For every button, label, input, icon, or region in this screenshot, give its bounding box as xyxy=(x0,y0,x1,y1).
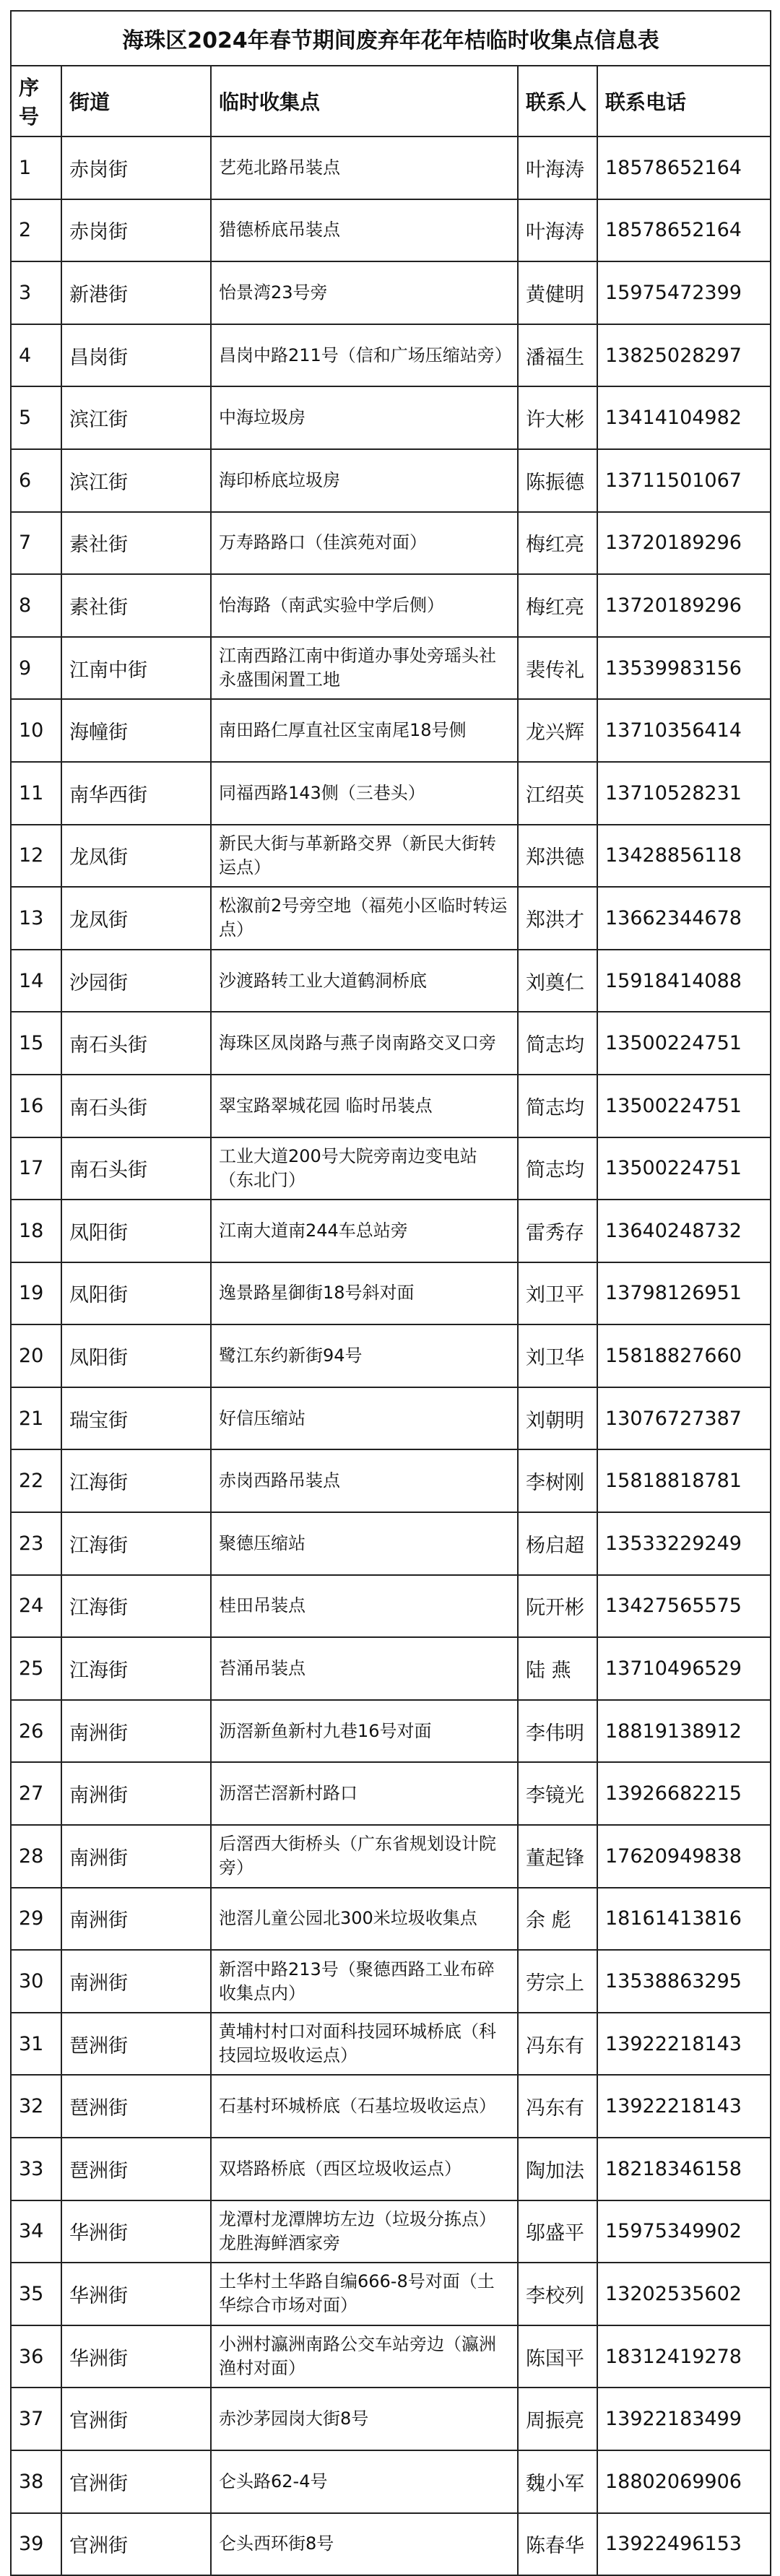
cell-street: 凤阳街 xyxy=(61,1200,211,1262)
cell-street: 龙凤街 xyxy=(61,825,211,888)
table-row xyxy=(11,1825,771,1888)
table-row xyxy=(11,324,771,387)
cell-location: 江南西路江南中街道办事处旁瑶头社永盛围闲置工地 xyxy=(211,637,518,700)
cell-street: 龙凤街 xyxy=(61,887,211,950)
cell-location: 新民大街与革新路交界（新民大街转运点） xyxy=(211,825,518,888)
cell-phone: 17620949838 xyxy=(597,1825,771,1888)
cell-street: 素社街 xyxy=(61,512,211,575)
cell-contact: 刘奠仁 xyxy=(518,950,597,1012)
table-row xyxy=(11,887,771,950)
cell-phone: 13539983156 xyxy=(597,637,771,700)
cell-contact: 梅红亮 xyxy=(518,574,597,637)
cell-contact: 刘卫华 xyxy=(518,1324,597,1387)
table-row xyxy=(11,1888,771,1951)
cell-location: 江南大道南244车总站旁 xyxy=(211,1200,518,1262)
cell-street: 沙园街 xyxy=(61,950,211,1012)
cell-contact: 许大彬 xyxy=(518,386,597,449)
table-row xyxy=(11,2450,771,2513)
cell-index: 10 xyxy=(11,699,61,762)
cell-street: 滨江街 xyxy=(61,386,211,449)
info-table-sheet xyxy=(10,10,770,2576)
cell-location: 小洲村瀛洲南路公交车站旁边（瀛洲渔村对面） xyxy=(211,2325,518,2388)
cell-location: 海珠区凤岗路与燕子岗南路交叉口旁 xyxy=(211,1012,518,1075)
cell-location: 苔涌吊装点 xyxy=(211,1637,518,1700)
cell-location: 沥滘新鱼新村九巷16号对面 xyxy=(211,1700,518,1763)
cell-contact: 刘朝明 xyxy=(518,1387,597,1450)
cell-contact: 李树刚 xyxy=(518,1449,597,1512)
cell-phone: 15975472399 xyxy=(597,261,771,324)
cell-location: 桂田吊装点 xyxy=(211,1575,518,1638)
table-title: 海珠区2024年春节期间废弃年花年桔临时收集点信息表 xyxy=(11,11,771,66)
cell-phone: 13720189296 xyxy=(597,512,771,575)
cell-phone: 13798126951 xyxy=(597,1262,771,1325)
cell-location: 沙渡路转工业大道鹤洞桥底 xyxy=(211,950,518,1012)
cell-phone: 13662344678 xyxy=(597,887,771,950)
cell-contact: 简志均 xyxy=(518,1075,597,1137)
cell-contact: 陈振德 xyxy=(518,449,597,512)
header-location: 临时收集点 xyxy=(211,66,518,136)
cell-index: 25 xyxy=(11,1637,61,1700)
cell-index: 12 xyxy=(11,825,61,888)
table-row xyxy=(11,449,771,512)
cell-phone: 13500224751 xyxy=(597,1137,771,1200)
cell-location: 怡景湾23号旁 xyxy=(211,261,518,324)
cell-phone: 18578652164 xyxy=(597,199,771,262)
cell-street: 赤岗街 xyxy=(61,199,211,262)
table-row xyxy=(11,1387,771,1450)
cell-street: 赤岗街 xyxy=(61,136,211,199)
table-row xyxy=(11,2263,771,2325)
cell-street: 南洲街 xyxy=(61,1762,211,1825)
cell-location: 新滘中路213号（聚德西路工业布碎收集点内） xyxy=(211,1950,518,2013)
table-row xyxy=(11,1637,771,1700)
cell-location: 好信压缩站 xyxy=(211,1387,518,1450)
header-street: 街道 xyxy=(61,66,211,136)
table-row xyxy=(11,136,771,199)
cell-contact: 江绍英 xyxy=(518,762,597,825)
cell-street: 南华西街 xyxy=(61,762,211,825)
cell-street: 南洲街 xyxy=(61,1825,211,1888)
cell-street: 江海街 xyxy=(61,1449,211,1512)
table-row xyxy=(11,2075,771,2138)
cell-location: 昌岗中路211号（信和广场压缩站旁） xyxy=(211,324,518,387)
cell-phone: 18578652164 xyxy=(597,136,771,199)
cell-phone: 13710356414 xyxy=(597,699,771,762)
cell-contact: 李镜光 xyxy=(518,1762,597,1825)
cell-street: 滨江街 xyxy=(61,449,211,512)
cell-contact: 郑洪德 xyxy=(518,825,597,888)
cell-index: 1 xyxy=(11,136,61,199)
header-index: 序号 xyxy=(11,66,61,136)
cell-street: 南洲街 xyxy=(61,1700,211,1763)
table-row xyxy=(11,1950,771,2013)
cell-contact: 魏小军 xyxy=(518,2450,597,2513)
cell-index: 19 xyxy=(11,1262,61,1325)
cell-index: 34 xyxy=(11,2200,61,2263)
cell-contact: 劳宗上 xyxy=(518,1950,597,2013)
cell-phone: 13428856118 xyxy=(597,825,771,888)
cell-phone: 13640248732 xyxy=(597,1200,771,1262)
cell-location: 土华村土华路自编666-8号对面（土华综合市场对面） xyxy=(211,2263,518,2325)
cell-index: 11 xyxy=(11,762,61,825)
cell-index: 39 xyxy=(11,2513,61,2576)
cell-index: 6 xyxy=(11,449,61,512)
table-row xyxy=(11,386,771,449)
cell-phone: 13922496153 xyxy=(597,2513,771,2576)
cell-index: 8 xyxy=(11,574,61,637)
cell-street: 江海街 xyxy=(61,1512,211,1575)
table-row xyxy=(11,2325,771,2388)
title-row xyxy=(11,11,771,66)
cell-phone: 15975349902 xyxy=(597,2200,771,2263)
cell-street: 江海街 xyxy=(61,1575,211,1638)
cell-phone: 18819138912 xyxy=(597,1700,771,1763)
cell-index: 2 xyxy=(11,199,61,262)
cell-phone: 18218346158 xyxy=(597,2138,771,2200)
table-row xyxy=(11,261,771,324)
cell-index: 30 xyxy=(11,1950,61,2013)
cell-contact: 郑洪才 xyxy=(518,887,597,950)
cell-index: 37 xyxy=(11,2388,61,2450)
cell-index: 14 xyxy=(11,950,61,1012)
cell-location: 逸景路星御街18号斜对面 xyxy=(211,1262,518,1325)
cell-location: 池滘儿童公园北300米垃圾收集点 xyxy=(211,1888,518,1951)
cell-index: 4 xyxy=(11,324,61,387)
cell-location: 双塔路桥底（西区垃圾收运点） xyxy=(211,2138,518,2200)
cell-phone: 13202535602 xyxy=(597,2263,771,2325)
cell-phone: 13427565575 xyxy=(597,1575,771,1638)
table-row xyxy=(11,1700,771,1763)
cell-contact: 裴传礼 xyxy=(518,637,597,700)
cell-contact: 陈春华 xyxy=(518,2513,597,2576)
table-row xyxy=(11,637,771,700)
cell-street: 素社街 xyxy=(61,574,211,637)
table-row xyxy=(11,1762,771,1825)
table-row xyxy=(11,574,771,637)
cell-street: 江海街 xyxy=(61,1637,211,1700)
table-row xyxy=(11,1075,771,1137)
cell-phone: 15918414088 xyxy=(597,950,771,1012)
cell-phone: 18161413816 xyxy=(597,1888,771,1951)
table-row xyxy=(11,2013,771,2076)
cell-street: 官洲街 xyxy=(61,2388,211,2450)
cell-contact: 李校列 xyxy=(518,2263,597,2325)
cell-index: 35 xyxy=(11,2263,61,2325)
cell-location: 松溆前2号旁空地（福苑小区临时转运点） xyxy=(211,887,518,950)
cell-location: 仑头路62-4号 xyxy=(211,2450,518,2513)
cell-index: 9 xyxy=(11,637,61,700)
cell-contact: 龙兴辉 xyxy=(518,699,597,762)
table-row xyxy=(11,2388,771,2450)
cell-phone: 13825028297 xyxy=(597,324,771,387)
cell-contact: 陈国平 xyxy=(518,2325,597,2388)
cell-location: 黄埔村村口对面科技园环城桥底（科技园垃圾收运点） xyxy=(211,2013,518,2076)
table-row xyxy=(11,1200,771,1262)
cell-location: 怡海路（南武实验中学后侧） xyxy=(211,574,518,637)
cell-street: 江南中街 xyxy=(61,637,211,700)
cell-contact: 杨启超 xyxy=(518,1512,597,1575)
cell-location: 猎德桥底吊装点 xyxy=(211,199,518,262)
cell-street: 华洲街 xyxy=(61,2325,211,2388)
cell-phone: 13922218143 xyxy=(597,2075,771,2138)
cell-index: 33 xyxy=(11,2138,61,2200)
cell-location: 同福西路143侧（三巷头） xyxy=(211,762,518,825)
table-row xyxy=(11,2513,771,2576)
table-row xyxy=(11,1012,771,1075)
cell-location: 聚德压缩站 xyxy=(211,1512,518,1575)
cell-phone: 13533229249 xyxy=(597,1512,771,1575)
collection-points-table xyxy=(10,10,771,2576)
table-row xyxy=(11,762,771,825)
cell-index: 26 xyxy=(11,1700,61,1763)
cell-phone: 13414104982 xyxy=(597,386,771,449)
cell-contact: 李伟明 xyxy=(518,1700,597,1763)
table-row xyxy=(11,950,771,1012)
cell-contact: 梅红亮 xyxy=(518,512,597,575)
cell-street: 南石头街 xyxy=(61,1075,211,1137)
cell-street: 凤阳街 xyxy=(61,1324,211,1387)
cell-phone: 13922183499 xyxy=(597,2388,771,2450)
cell-contact: 冯东有 xyxy=(518,2013,597,2076)
cell-street: 南洲街 xyxy=(61,1950,211,2013)
cell-phone: 13720189296 xyxy=(597,574,771,637)
table-row xyxy=(11,1575,771,1638)
header-phone: 联系电话 xyxy=(597,66,771,136)
cell-index: 13 xyxy=(11,887,61,950)
cell-index: 22 xyxy=(11,1449,61,1512)
cell-location: 翠宝路翠城花园 临时吊装点 xyxy=(211,1075,518,1137)
cell-street: 瑞宝街 xyxy=(61,1387,211,1450)
cell-street: 华洲街 xyxy=(61,2263,211,2325)
header-row xyxy=(11,66,771,136)
cell-phone: 13711501067 xyxy=(597,449,771,512)
cell-street: 海幢街 xyxy=(61,699,211,762)
cell-location: 赤岗西路吊装点 xyxy=(211,1449,518,1512)
cell-contact: 刘卫平 xyxy=(518,1262,597,1325)
cell-index: 31 xyxy=(11,2013,61,2076)
cell-phone: 13922218143 xyxy=(597,2013,771,2076)
cell-location: 万寿路路口（佳滨苑对面） xyxy=(211,512,518,575)
cell-contact: 潘福生 xyxy=(518,324,597,387)
table-row xyxy=(11,2138,771,2200)
cell-location: 鹭江东约新街94号 xyxy=(211,1324,518,1387)
cell-contact: 简志均 xyxy=(518,1012,597,1075)
cell-contact: 简志均 xyxy=(518,1137,597,1200)
cell-index: 27 xyxy=(11,1762,61,1825)
cell-phone: 18802069906 xyxy=(597,2450,771,2513)
cell-contact: 周振亮 xyxy=(518,2388,597,2450)
cell-location: 工业大道200号大院旁南边变电站（东北门） xyxy=(211,1137,518,1200)
table-row xyxy=(11,512,771,575)
cell-index: 23 xyxy=(11,1512,61,1575)
cell-phone: 13500224751 xyxy=(597,1075,771,1137)
table-row xyxy=(11,1449,771,1512)
cell-location: 仑头西环街8号 xyxy=(211,2513,518,2576)
cell-phone: 13710528231 xyxy=(597,762,771,825)
table-row xyxy=(11,2200,771,2263)
table-row xyxy=(11,699,771,762)
cell-contact: 叶海涛 xyxy=(518,136,597,199)
cell-phone: 18312419278 xyxy=(597,2325,771,2388)
cell-index: 18 xyxy=(11,1200,61,1262)
cell-street: 官洲街 xyxy=(61,2513,211,2576)
table-row xyxy=(11,199,771,262)
cell-street: 南石头街 xyxy=(61,1137,211,1200)
cell-index: 5 xyxy=(11,386,61,449)
cell-index: 7 xyxy=(11,512,61,575)
cell-index: 28 xyxy=(11,1825,61,1888)
table-row xyxy=(11,1262,771,1325)
cell-location: 中海垃圾房 xyxy=(211,386,518,449)
cell-phone: 15818818781 xyxy=(597,1449,771,1512)
cell-contact: 冯东有 xyxy=(518,2075,597,2138)
cell-index: 29 xyxy=(11,1888,61,1951)
cell-street: 凤阳街 xyxy=(61,1262,211,1325)
cell-street: 新港街 xyxy=(61,261,211,324)
cell-contact: 邬盛平 xyxy=(518,2200,597,2263)
cell-index: 24 xyxy=(11,1575,61,1638)
cell-location: 艺苑北路吊装点 xyxy=(211,136,518,199)
cell-location: 南田路仁厚直社区宝南尾18号侧 xyxy=(211,699,518,762)
cell-index: 21 xyxy=(11,1387,61,1450)
cell-street: 南洲街 xyxy=(61,1888,211,1951)
cell-index: 16 xyxy=(11,1075,61,1137)
cell-contact: 雷秀存 xyxy=(518,1200,597,1262)
cell-phone: 15818827660 xyxy=(597,1324,771,1387)
header-contact: 联系人 xyxy=(518,66,597,136)
cell-contact: 陆 燕 xyxy=(518,1637,597,1700)
cell-phone: 13710496529 xyxy=(597,1637,771,1700)
cell-index: 20 xyxy=(11,1324,61,1387)
cell-location: 海印桥底垃圾房 xyxy=(211,449,518,512)
cell-street: 琶洲街 xyxy=(61,2075,211,2138)
table-body xyxy=(11,136,771,2575)
cell-phone: 13538863295 xyxy=(597,1950,771,2013)
cell-location: 石基村环城桥底（石基垃圾收运点） xyxy=(211,2075,518,2138)
cell-phone: 13076727387 xyxy=(597,1387,771,1450)
cell-location: 龙潭村龙潭牌坊左边（垃圾分拣点）龙胜海鲜酒家旁 xyxy=(211,2200,518,2263)
cell-index: 38 xyxy=(11,2450,61,2513)
cell-street: 官洲街 xyxy=(61,2450,211,2513)
cell-contact: 余 彪 xyxy=(518,1888,597,1951)
cell-street: 琶洲街 xyxy=(61,2013,211,2076)
table-row xyxy=(11,1512,771,1575)
cell-contact: 黄健明 xyxy=(518,261,597,324)
cell-index: 36 xyxy=(11,2325,61,2388)
cell-contact: 陶加法 xyxy=(518,2138,597,2200)
cell-contact: 阮开彬 xyxy=(518,1575,597,1638)
table-row xyxy=(11,825,771,888)
cell-phone: 13500224751 xyxy=(597,1012,771,1075)
cell-street: 南石头街 xyxy=(61,1012,211,1075)
table-row xyxy=(11,1137,771,1200)
cell-location: 后滘西大街桥头（广东省规划设计院旁） xyxy=(211,1825,518,1888)
cell-index: 15 xyxy=(11,1012,61,1075)
cell-street: 昌岗街 xyxy=(61,324,211,387)
cell-street: 华洲街 xyxy=(61,2200,211,2263)
table-row xyxy=(11,1324,771,1387)
cell-location: 沥滘芒滘新村路口 xyxy=(211,1762,518,1825)
cell-index: 32 xyxy=(11,2075,61,2138)
cell-location: 赤沙茅园岗大街8号 xyxy=(211,2388,518,2450)
cell-index: 3 xyxy=(11,261,61,324)
cell-street: 琶洲街 xyxy=(61,2138,211,2200)
cell-contact: 董起锋 xyxy=(518,1825,597,1888)
cell-contact: 叶海涛 xyxy=(518,199,597,262)
cell-index: 17 xyxy=(11,1137,61,1200)
cell-phone: 13926682215 xyxy=(597,1762,771,1825)
